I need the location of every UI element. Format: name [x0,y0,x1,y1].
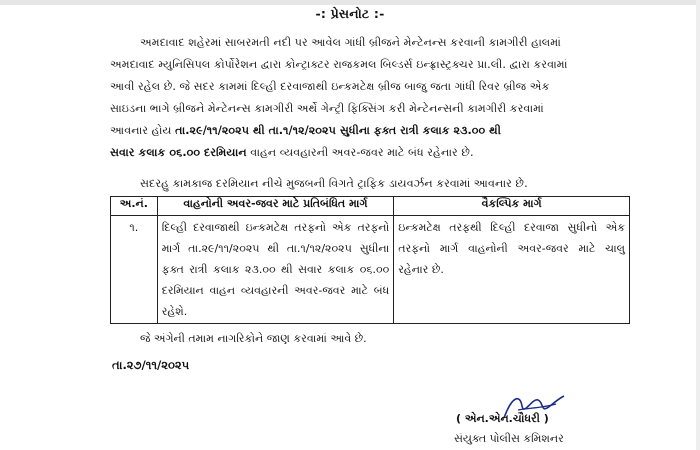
paragraph-line-6-rest: વાહન વ્યવહારની અવર-જવર માટે બંધ રહેનાર છે. [246,146,474,159]
paragraph-line-6 [110,142,630,164]
signatory-name: ( એન.એન.ચૌધરી ) [456,412,549,425]
closure-date-range: તા.૨૯/૧૧/૨૦૨૫ થી તા.૧/૧૨/૨૦૨૫ સુધીના ફક્ત રાત્રી કલાક ૨૩.૦૦ થી [175,124,501,137]
header-sno: અ.નં. [111,197,158,216]
header-alternate-route: વૈકલ્પિક માર્ગ [394,197,630,216]
diversion-intro: સદરહુ કામકાજ દરમિયાન નીચે મુજબની વિગતે ટ્રાફિક ડાયવર્ઝન કરવામાં આવનાર છે. [140,177,528,190]
diversion-table [110,196,630,324]
cell-sno: ૧. [111,216,158,324]
signatory-designation: સંયુક્ત પોલીસ કમિશનર [454,432,564,445]
public-notice: જે અંગેની તમામ નાગરિકોને જાણ કરવામાં આવે છે. [140,332,367,345]
paragraph-line-4: સાઇડના ભાગે બ્રીજને મેન્ટેનન્સ કામગીરી અર્થે ગેન્ટ્રી ફિક્સિંગ કરી મેન્ટેનન્સની કામગીરી કરવામાં [110,102,544,115]
header-restricted-route: વાહનોની અવર-જવર માટે પ્રતિબંધિત માર્ગ [157,197,394,216]
closure-time-end: સવાર કલાક ૦૬.૦૦ દરમિયાન [110,146,247,159]
paragraph-line-5 [110,120,630,142]
cell-restricted-route: દિલ્હી દરવાજાથી ઇન્કમટેક્ષ તરફનો એક તરફનો માર્ગ તા.૨૯/૧૧/૨૦૨૫ થી તા.૧/૧૨/૨૦૨૫ સુધીના ફક્ત રાત્રી કલાક ૨૩.૦૦ થી સવાર કલાક ૦૬.૦૦ દરમિયાન વાહન વ્યવહારની અવર-જવર માટે બંધ રહેશે. [157,216,394,324]
press-note-paragraph [110,32,630,172]
table-header-row [111,197,630,216]
cell-alternate-route: ઇન્કમટેક્ષ તરફથી દિલ્હી દરવાજા સુધીનો એક તરફનો માર્ગ વાહનોની અવર-જવર માટે ચાલુ રહેનાર છે. [394,216,630,324]
issue-date: તા.૨૭/૧૧/૨૦૨૫ [112,358,190,372]
paragraph-line-3: આવી રહેલ છે. જે સદર કામમાં દિલ્હી દરવાજાથી ઇન્કમટેક્ષ બ્રીજ બાજુ જતા ગાંધી રિવર બ્રીજ એક [110,80,550,93]
paragraph-line-5-prefix: આવનાર હોય [110,124,176,137]
right-border [696,0,700,450]
paragraph-line-1: અમદાવાદ શહેરમાં સાબરમતી નદી પર આવેલ ગાંધી બ્રીજને મેન્ટેનન્સ કરવાની કામગીરી હાલમાં [140,36,561,49]
top-border [0,0,700,5]
paragraph-line-2: અમદાવાદ મ્યુનિસિપલ કોર્પોરેશન દ્વારા કોન્ટ્રાક્ટર રાજકમલ બિલ્ડર્સ ઇન્ફ્રાસ્ટ્રક્ચર પ્રા.લી. દ્વારા કરવામાં [110,58,568,71]
table-row [111,216,630,324]
press-note-heading: -: પ્રેસનોટ :- [315,6,385,21]
